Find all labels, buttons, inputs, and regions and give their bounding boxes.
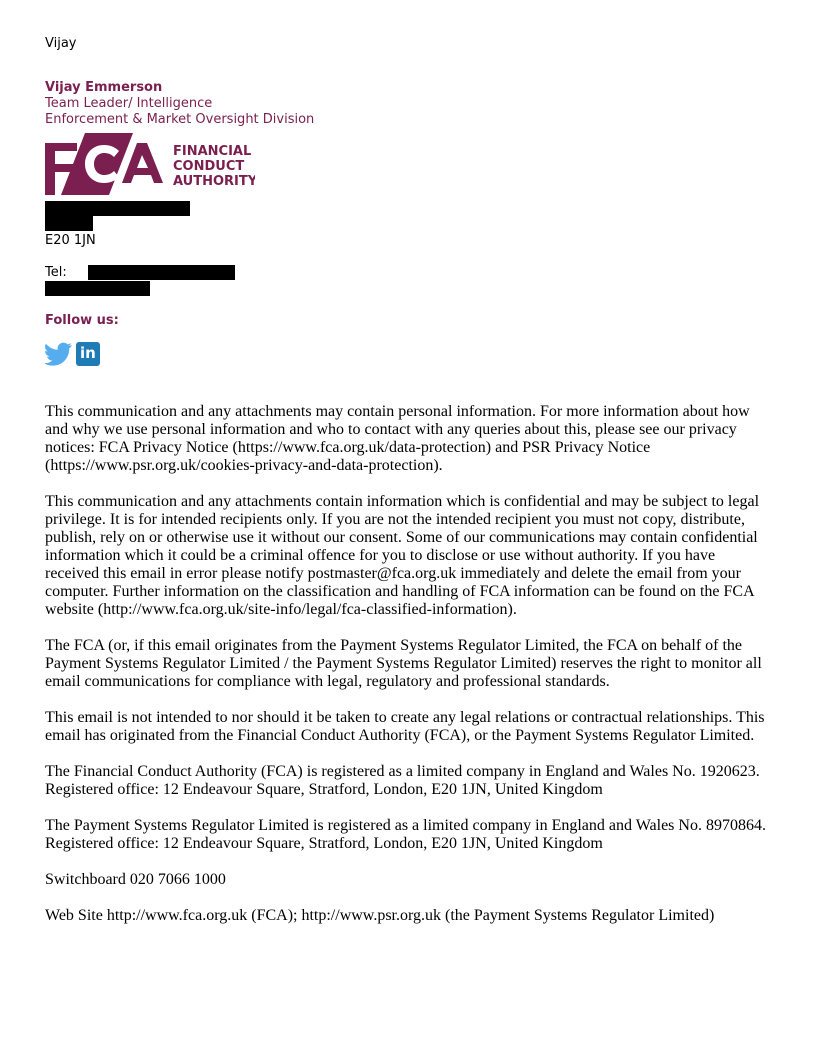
redacted-address-line-1 (45, 201, 190, 216)
linkedin-icon-text: in (80, 344, 96, 362)
address-postcode: E20 1JN (45, 233, 96, 248)
fca-logo-mark (45, 131, 255, 197)
linkedin-icon[interactable] (76, 342, 100, 366)
disclaimer-legal-relations: This email is not intended to nor should it be taken to create any legal relations or contractual relationships. This email has originated from the Financial Conduct Authority (FCA), or the Payment Systems Regulator Limited. (45, 709, 765, 744)
redacted-email (45, 281, 150, 296)
greeting: Vijay (45, 36, 77, 51)
logo-line-conduct: CONDUCT (173, 159, 245, 174)
disclaimer-privacy: This communication and any attachments may contain personal information. For more information about how and why we use personal information and who to contact with any queries about this, please see our privacy notices: FCA Privacy Notice (https://www.fca.org.uk/data-protection) and PSR Privacy Notice (https://www.psr.org.uk/cookies-privacy-and-data-protection). (45, 403, 750, 474)
logo-line-authority: AUTHORITY (173, 174, 255, 189)
disclaimer-confidential: This communication and any attachments contain information which is confidential and may be subject to legal privilege. It is for intended recipients only. If you are not the intended recipient you must not copy, distribute, publish, rely on or otherwise use it without our consent. Some of our communications may contain confidential information which it could be a criminal offence for you to disclose or use without authority. If you have received this email in error please notify postmaster@fca.org.uk immediately and delete the email from your computer. Further information on the classification and handling of FCA information can be found on the FCA website (http://www.fca.org.uk/site-info/legal/fca-classified-information). (45, 493, 760, 618)
tel-label: Tel: (45, 265, 67, 280)
disclaimer-monitoring: The FCA (or, if this email originates from the Payment Systems Regulator Limited, the FCA on behalf of the Payment Systems Regulator Limited / the Payment Systems Regulator Limited) reserves the right to monitor all email communications for compliance with legal, regulatory and professional standards. (45, 637, 762, 690)
disclaimer-website: Web Site http://www.fca.org.uk (FCA); http://www.psr.org.uk (the Payment Systems Regulator Limited) (45, 907, 715, 924)
disclaimer-psr-registration-2: Registered office: 12 Endeavour Square, Stratford, London, E20 1JN, United Kingdom (45, 835, 603, 852)
disclaimer-fca-registration-2: Registered office: 12 Endeavour Square, Stratford, London, E20 1JN, United Kingdom (45, 781, 603, 798)
fca-logo (45, 131, 255, 197)
disclaimer-psr-registration-1: The Payment Systems Regulator Limited is registered as a limited company in England and Wales No. 8970864. (45, 817, 766, 834)
follow-us-label: Follow us: (45, 313, 119, 328)
signature-name: Vijay Emmerson (45, 80, 163, 95)
redacted-phone (88, 265, 235, 280)
logo-line-financial: FINANCIAL (173, 144, 252, 159)
twitter-icon[interactable] (45, 341, 71, 367)
disclaimer-switchboard: Switchboard 020 7066 1000 (45, 871, 226, 888)
redacted-address-line-2 (45, 216, 93, 231)
disclaimer-fca-registration-1: The Financial Conduct Authority (FCA) is registered as a limited company in England and Wales No. 1920623. (45, 763, 760, 780)
signature-division: Enforcement & Market Oversight Division (45, 112, 315, 127)
signature-title: Team Leader/ Intelligence (45, 96, 213, 111)
